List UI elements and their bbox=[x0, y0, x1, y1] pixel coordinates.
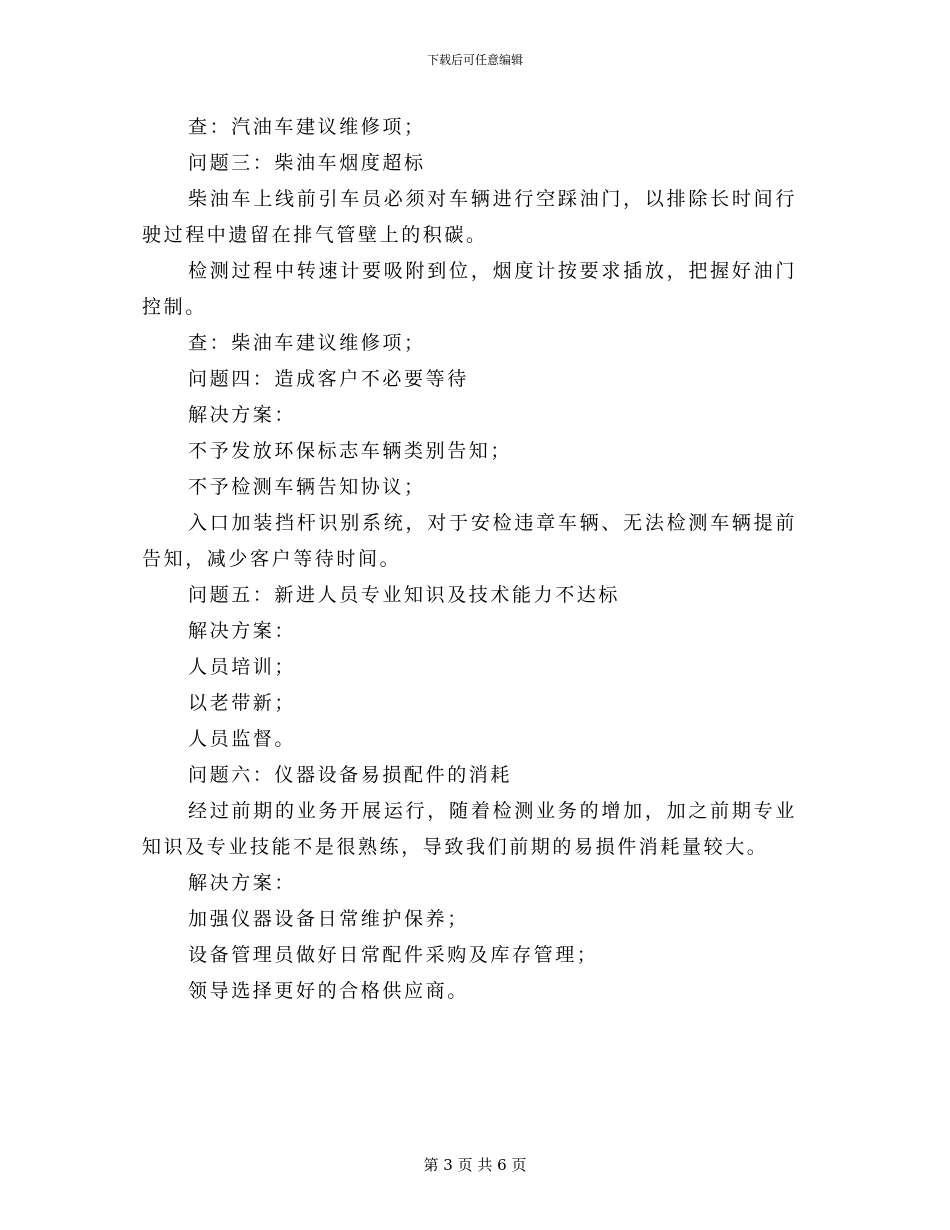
paragraph: 不予发放环保标志车辆类别告知； bbox=[188, 440, 513, 462]
paragraph: 以老带新； bbox=[188, 692, 297, 714]
paragraph: 入口加装挡杆识别系统，对于安检违章车辆、无法检测车辆提前告知，减少客户等待时间。 bbox=[142, 512, 797, 570]
paragraph: 领导选择更好的合格供应商。 bbox=[188, 980, 469, 1002]
page-header: 下载后可任意编辑 bbox=[426, 53, 523, 67]
paragraph: 柴油车上线前引车员必须对车辆进行空踩油门，以排除长时间行驶过程中遗留在排气管壁上的积碳。 bbox=[142, 188, 797, 246]
paragraph: 解决方案： bbox=[188, 872, 297, 894]
paragraph: 人员监督。 bbox=[188, 728, 297, 750]
paragraph: 设备管理员做好日常配件采购及库存管理； bbox=[188, 944, 599, 966]
paragraph: 不予检测车辆告知协议； bbox=[188, 476, 426, 498]
section-heading: 问题三：柴油车烟度超标 bbox=[188, 152, 426, 174]
section-heading: 问题五：新进人员专业知识及技术能力不达标 bbox=[188, 584, 621, 606]
paragraph: 加强仪器设备日常维护保养； bbox=[188, 908, 469, 930]
paragraph: 检测过程中转速计要吸附到位，烟度计按要求插放，把握好油门控制。 bbox=[142, 260, 797, 318]
section-heading: 问题六：仪器设备易损配件的消耗 bbox=[188, 764, 513, 786]
paragraph: 解决方案： bbox=[188, 620, 297, 642]
paragraph: 解决方案： bbox=[188, 404, 297, 426]
paragraph: 人员培训； bbox=[188, 656, 297, 678]
page-footer: 第 3 页 共 6 页 bbox=[423, 1156, 527, 1174]
paragraph: 查：柴油车建议维修项； bbox=[188, 332, 426, 354]
section-heading: 问题四：造成客户不必要等待 bbox=[188, 368, 469, 390]
document-body bbox=[142, 109, 797, 1009]
paragraph: 经过前期的业务开展运行，随着检测业务的增加，加之前期专业知识及专业技能不是很熟练，导致我们前期的易损件消耗量较大。 bbox=[142, 800, 797, 858]
paragraph: 查：汽油车建议维修项； bbox=[188, 116, 426, 138]
